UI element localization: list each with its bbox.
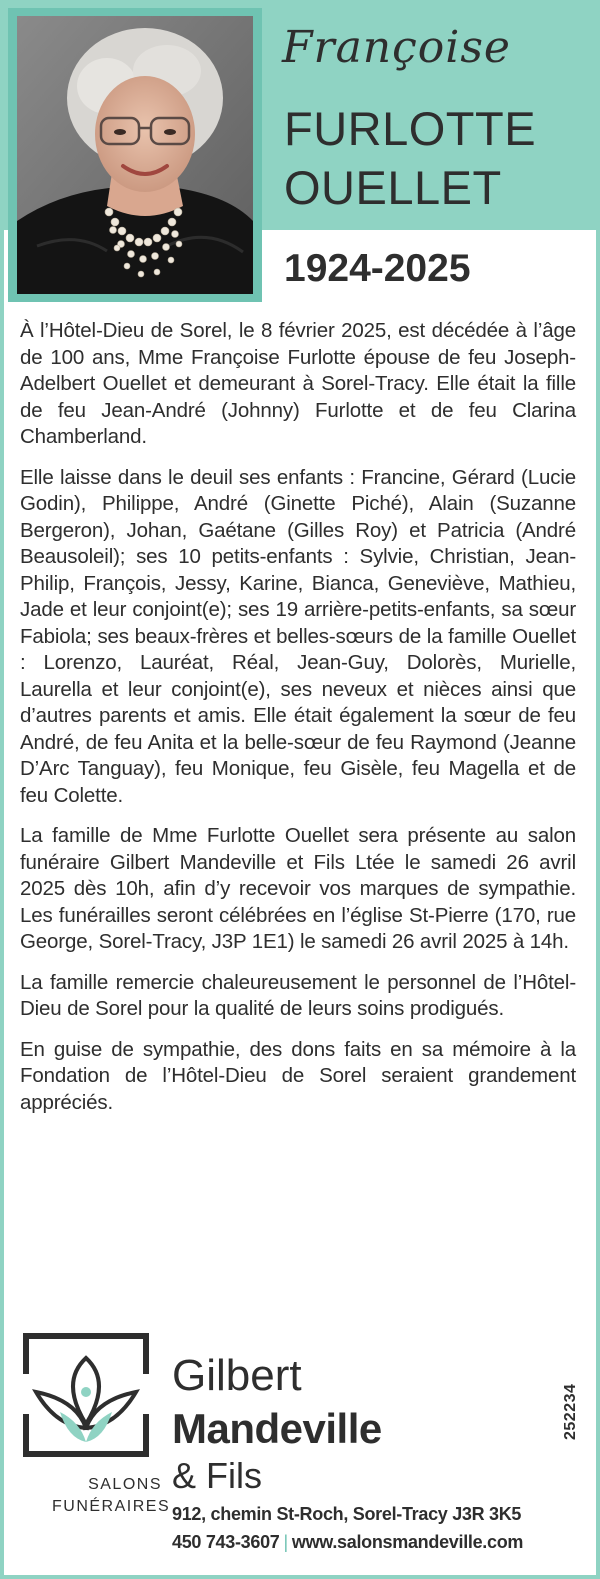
surname-line-2: OUELLET [284,161,502,214]
lotus-logo-icon [20,1330,152,1460]
contact-line [172,1531,523,1553]
given-name: Françoise [282,22,511,73]
funeral-home-address: 912, chemin St-Roch, Sorel-Tracy J3R 3K5 [172,1504,522,1524]
website-link[interactable]: www.salonsmandeville.com [291,1532,524,1552]
surname-line-1: FURLOTTE [284,102,537,155]
tagline-line-1: SALONS [88,1476,162,1493]
paragraph-thanks: La famille remercie chaleureusement le personnel de l’Hôtel-Dieu de Sorel pour la qualité de leurs soins prodigués. [20,970,576,1020]
paragraph-survivors: Elle laisse dans le deuil ses enfants : Francine, Gérard (Lucie Godin), Philippe, André (Ginette Piché), Alain (Suzanne Bergeron), Johan, Gaétane (Gilles Roy) et Patricia (André Beausoleil); ses 10 petits-enfants : Sylvie, Christian, Jean-Philip, François, Jessy, Karine, Bianca, Geneviève, Mathieu, Jade et leur conjoint(e); ses 19 arrière-petits-enfants, sa sœur Fabiola; ses beaux-frères et belles-sœurs de la famille Ouellet : Lorenzo, Lauréat, Réal, Jean-Guy, Dolorès, Murielle, Laurella et leur conjoint(e), ses neveux et nièces ainsi que d’autres parents et amis. Elle était également la sœur de feu André, de feu Anita et la belle-sœur de feu Raymond (Jeanne D’Arc Tanguay), feu Monique, feu Gisèle, feu Magella et de feu Colette. [20,465,576,807]
separator: | [283,1532,288,1552]
ad-reference-number: 252234 [562,1383,579,1440]
brand-ampersand: & [172,1455,197,1496]
obituary-body [20,318,576,1130]
brand-fils-text: Fils [206,1455,263,1496]
paragraph-funeral-details: La famille de Mme Furlotte Ouellet sera présente au salon funéraire Gilbert Mandeville et Fils Ltée le samedi 26 avril 2025 dès 10h, afin d’y recevoir vos marques de sympathie. Les funérailles seront célébrées en l’église St-Pierre (170, rue George, Sorel-Tracy, J3P 1E1) le samedi 26 avril 2025 à 14h. [20,824,576,953]
life-years: 1924-2025 [284,247,471,290]
phone-number: 450 743-3607 [172,1532,280,1552]
paragraph-death-notice: À l’Hôtel-Dieu de Sorel, le 8 février 2025, est décédée à l’âge de 100 ans, Mme Françoise Furlotte épouse de feu Joseph-Adelbert Ouellet et demeurant à Sorel-Tracy. Elle était la fille de feu Jean-André (Johnny) Furlotte et de feu Clarina Chamberland. [20,319,576,448]
brand-name-fils [172,1456,262,1496]
tagline-line-2: FUNÉRAIRES [52,1498,171,1515]
portrait-photo [17,16,253,294]
portrait-illustration [17,16,253,294]
brand-name-mandeville: Mandeville [172,1405,382,1452]
brand-name-gilbert: Gilbert [172,1351,302,1400]
paragraph-donations: En guise de sympathie, des dons faits en sa mémoire à la Fondation de l’Hôtel-Dieu de Sorel seraient grandement appréciés. [20,1037,576,1114]
tagline [52,1474,171,1518]
